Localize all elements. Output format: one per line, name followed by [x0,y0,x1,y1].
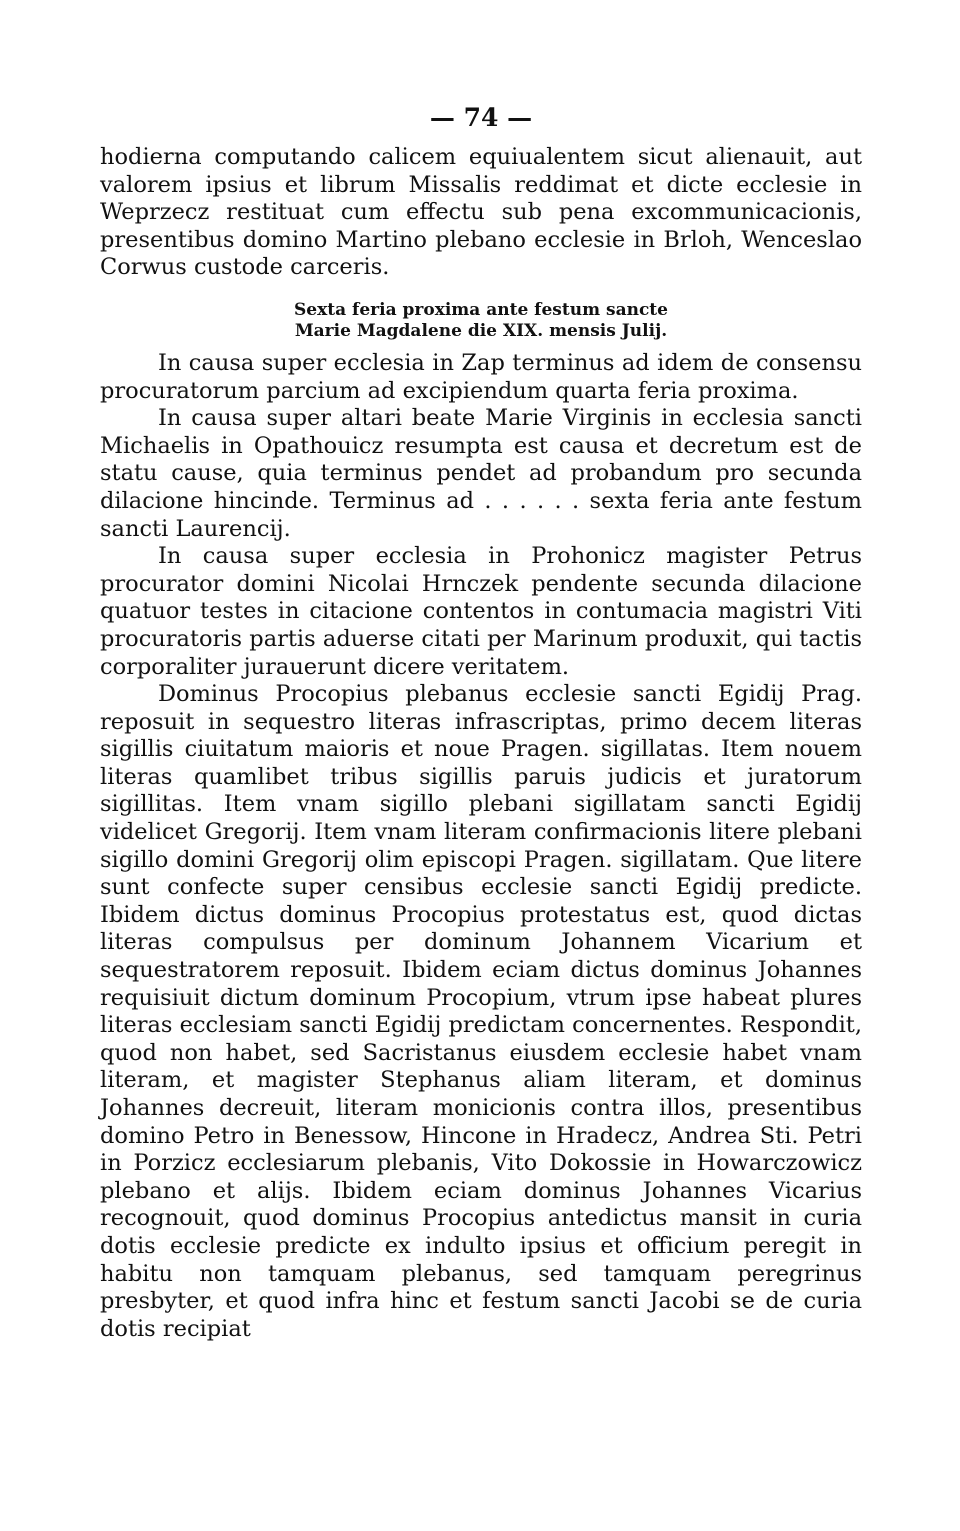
document-page [100,100,862,1343]
section-heading [100,300,862,342]
heading-line-2: Marie Magdalene die XIX. mensis Julij. [294,320,668,341]
page-number: — 74 — [429,103,533,132]
paragraph-continuation: hodierna computando calicem equiualentem sicut alienauit, aut valorem ipsius et librum Missalis reddimat et dicte ecclesie in Weprzecz restituat cum effectu sub pena excommunicacionis, presentibus domino Martino plebano ecclesie in Brloh, Wenceslao Corwus custode carceris. [100,144,862,281]
heading-line-1: Sexta feria proxima ante festum sancte [294,299,668,320]
paragraph-procopius: Dominus Procopius plebanus ecclesie sancti Egidij Prag. reposuit in sequestro literas infrascriptas, primo decem literas sigillis ciuitatum maioris et noue Pragen. sigillatas. Item nouem literas quamlibet tribus sigillis paruis judicis et juratorum sigillitas. Item vnam sigillo plebani sigillatam sancti Egidij videlicet Gregorij. Item vnam literam confirmacionis litere plebani sigillo domini Gregorij olim episcopi Pragen. sigillatam. Que litere sunt confecte super censibus ecclesie sancti Egidij predicte. Ibidem dictus dominus Procopius protestatus est, quod dictas literas compulsus per dominum Johannem Vicarium et sequestratorem reposuit. Ibidem eciam dictus dominus Johannes requisiuit dictum dominum Procopium, vtrum ipse habeat plures literas ecclesiam sancti Egidij predictam concernentes. Respondit, quod non habet, sed Sacristanus eiusdem ecclesie habet vnam literam, et magister Stephanus aliam literam, et dominus Johannes decreuit, literam monicionis contra illos, presentibus domino Petro in Benessow, Hincone in Hradecz, Andrea Sti. Petri in Porzicz ecclesiarum plebanis, Vito Dokossie in Howarczowicz plebano et alijs. Ibidem eciam dominus Johannes Vicarius recognouit, quod dominus Procopius antedictus mansit in curia dotis ecclesie predicte ex indulto ipsius et officium peregit in habitu non tamquam plebanus, sed tamquam peregrinus presbyter, et quod infra hinc et festum sancti Jacobi se de curia dotis recipiat [100,681,862,1342]
paragraph-opathouicz: In causa super altari beate Marie Virginis in ecclesia sancti Michaelis in Opathouicz resumpta est causa et decretum est de statu cause, quia terminus pendet ad probandum pro secunda dilacione hincinde. Terminus ad . . . . . . sexta feria ante festum sancti Laurencij. [100,405,862,542]
paragraph-zap: In causa super ecclesia in Zap terminus ad idem de consensu procuratorum parcium ad excipiendum quarta feria proxima. [100,349,862,404]
paragraph-prohonicz: In causa super ecclesia in Prohonicz magister Petrus procurator domini Nicolai Hrnczek pendente secunda dilacione quatuor testes in citacione contentos in contumacia magistri Viti procuratoris partis aduerse citati per Marinum produxit, qui tactis corporaliter jurauerunt dicere veritatem. [100,543,862,680]
